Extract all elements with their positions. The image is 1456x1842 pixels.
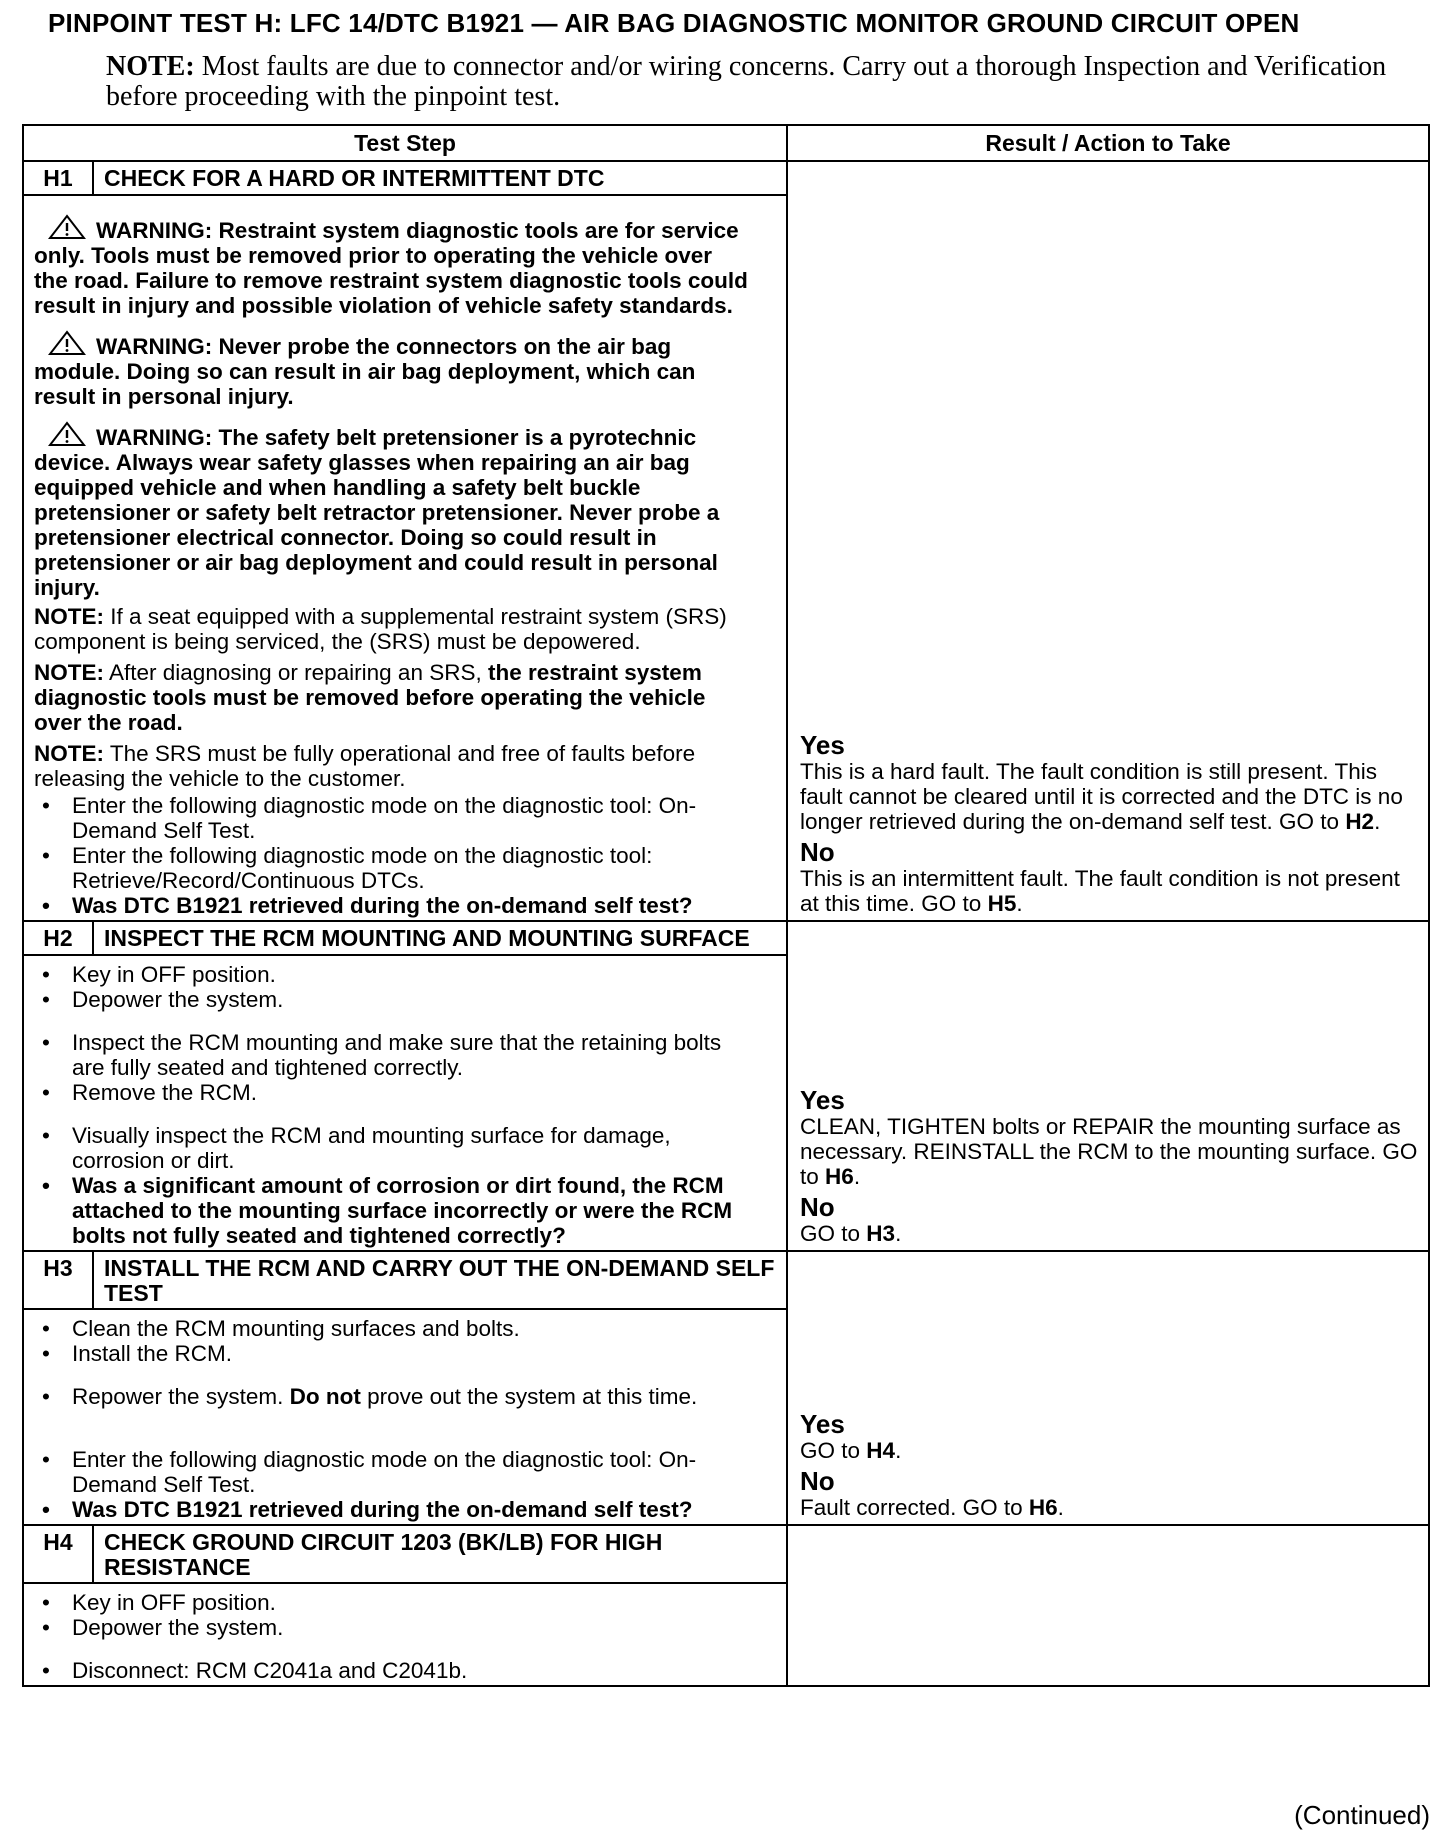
step-h1-note-3 — [34, 741, 752, 791]
step-h2-bullet-6: • Was a significant amount of corrosion or dirt found, the RCM attached to the mounting surface incorrectly or were the RCM bolts not fully seated and tightened correctly? — [34, 1173, 752, 1248]
header-test-step: Test Step — [23, 125, 787, 161]
step-h4-result — [787, 1525, 1429, 1686]
step-h2-id: H2 — [23, 921, 93, 955]
step-h2-bullet-1: • Key in OFF position. — [34, 962, 752, 987]
step-h1-bullet-2: • Enter the following diagnostic mode on the diagnostic tool: Retrieve/Record/Continuous DTCs. — [34, 843, 752, 893]
table-header-row — [23, 125, 1429, 161]
step-h3-no-label: No — [800, 1466, 835, 1496]
step-h3-bullet-4: • Enter the following diagnostic mode on the diagnostic tool: On-Demand Self Test. — [34, 1447, 752, 1497]
step-h4-id: H4 — [23, 1525, 93, 1583]
step-h2-no-label: No — [800, 1192, 835, 1222]
step-h3-no-goto: H6 — [1028, 1495, 1058, 1520]
step-h3-bullet-3 — [34, 1384, 752, 1409]
period: . — [853, 1164, 861, 1189]
step-h3-result — [787, 1251, 1429, 1525]
step-h2-bullet-3: • Inspect the RCM mounting and make sure that the retaining bolts are fully seated and tightened correctly. — [34, 1030, 752, 1080]
step-h1-yes-goto: H2 — [1345, 809, 1375, 834]
step-h4-body — [23, 1583, 787, 1686]
step-h1-warning-1 — [34, 214, 752, 318]
step-h2-no-body: GO to — [800, 1221, 867, 1246]
step-h1-note-2-text: After diagnosing or repairing an SRS, — [104, 660, 488, 685]
header-result: Result / Action to Take — [787, 125, 1429, 161]
warning-triangle-icon — [48, 421, 86, 447]
period: . — [895, 1438, 902, 1463]
page-title: PINPOINT TEST H: LFC 14/DTC B1921 — AIR BAG DIAGNOSTIC MONITOR GROUND CIRCUIT OPEN — [48, 8, 1300, 38]
step-h1-bullets — [34, 793, 752, 918]
step-h3-no-body: Fault corrected. GO to — [800, 1495, 1029, 1520]
step-h1-title-row — [23, 161, 1429, 195]
step-h4-bullets — [34, 1590, 752, 1683]
intro-note-label: NOTE: — [106, 51, 195, 82]
step-h2-title-row — [23, 921, 1429, 955]
step-h1-warning-2-text: WARNING: Never probe the connectors on the air bag module. Doing so can result in air bag deployment, which can result in personal injury. — [34, 334, 696, 409]
step-h2-result — [787, 921, 1429, 1251]
intro-note — [106, 52, 1406, 112]
step-h1-bullet-3: • Was DTC B1921 retrieved during the on-demand self test? — [34, 893, 752, 918]
step-h3-no-text — [800, 1495, 1422, 1520]
step-h2-bullet-5: • Visually inspect the RCM and mounting surface for damage, corrosion or dirt. — [34, 1123, 752, 1173]
step-h2-body — [23, 955, 787, 1251]
step-h4-title: CHECK GROUND CIRCUIT 1203 (BK/LB) FOR HIGH RESISTANCE — [93, 1525, 787, 1583]
step-h3-title: INSTALL THE RCM AND CARRY OUT THE ON-DEMAND SELF TEST — [93, 1251, 787, 1309]
step-h3-bullet-1: • Clean the RCM mounting surfaces and bolts. — [34, 1316, 752, 1341]
step-h1-warning-3-text: WARNING: The safety belt pretensioner is a pyrotechnic device. Always wear safety glasses when repairing an air bag equipped vehicle and when handling a safety belt buckle pretensioner or safety belt retractor pretensioner. Never probe a pretensioner electrical connector. Doing so could result in pretensioner or air bag deployment and could result in personal injury. — [34, 425, 720, 600]
step-h2-title: INSPECT THE RCM MOUNTING AND MOUNTING SURFACE — [93, 921, 787, 955]
step-h3-bullet-3-b: prove out the system at this time. — [360, 1384, 698, 1409]
step-h4-title-row — [23, 1525, 1429, 1583]
step-h1-title: CHECK FOR A HARD OR INTERMITTENT DTC — [93, 161, 787, 195]
step-h1-body — [23, 195, 787, 921]
step-h3-id: H3 — [23, 1251, 93, 1309]
step-h1-bullet-1: • Enter the following diagnostic mode on the diagnostic tool: On-Demand Self Test. — [34, 793, 752, 843]
step-h1-note-2 — [34, 660, 752, 735]
step-h1-note-2-bold: the restraint system diagnostic tools must be removed before operating the vehicle over the road. — [34, 660, 706, 735]
continued-label: (Continued) — [1294, 1800, 1430, 1830]
period: . — [1374, 809, 1381, 834]
step-h1-result — [787, 161, 1429, 921]
step-h1-yes-body: This is a hard fault. The fault condition is still present. This fault cannot be cleared until it is corrected and the DTC is no longer retrieved during the on-demand self test. GO to — [800, 759, 1403, 834]
step-h3-bullet-3-bold: Do not — [289, 1384, 361, 1409]
step-h1-no-label: No — [800, 837, 835, 867]
step-h3-yes-goto: H4 — [866, 1438, 896, 1463]
warning-triangle-icon — [48, 214, 86, 240]
step-h3-bullet-2: • Install the RCM. — [34, 1341, 752, 1366]
step-h2-bullet-4: • Remove the RCM. — [34, 1080, 752, 1105]
period: . — [895, 1221, 902, 1246]
step-h1-yes-text — [800, 759, 1422, 834]
step-h2-yes-label: Yes — [800, 1085, 845, 1115]
step-h2-yes-goto: H6 — [825, 1164, 854, 1189]
step-h1-warning-1-text: WARNING: Restraint system diagnostic tools are for service only. Tools must be removed prior to operating the vehicle over the road. Failure to remove restraint system diagnostic tools could result in injury and possible violation of vehicle safety standards. — [34, 218, 748, 318]
step-h1-note-3-text: The SRS must be fully operational and free of faults before releasing the vehicle to the customer. — [34, 741, 696, 791]
step-h3-yes-body: GO to — [800, 1438, 867, 1463]
step-h1-note-2-label: NOTE: — [34, 660, 104, 685]
step-h2-no-text — [800, 1221, 1422, 1246]
warning-triangle-icon — [48, 330, 86, 356]
step-h4-bullet-3: • Disconnect: RCM C2041a and C2041b. — [34, 1658, 752, 1683]
step-h2-yes-body: CLEAN, TIGHTEN bolts or REPAIR the mounting surface as necessary. REINSTALL the RCM to the mounting surface. GO to — [800, 1114, 1418, 1189]
step-h3-yes-text — [800, 1438, 1422, 1463]
step-h4-bullet-2: • Depower the system. — [34, 1615, 752, 1640]
period: . — [1016, 891, 1023, 916]
step-h2-bullets — [34, 962, 752, 1248]
pinpoint-test-table — [22, 124, 1430, 1687]
step-h1-yes-label: Yes — [800, 730, 845, 760]
step-h1-note-1-label: NOTE: — [34, 604, 104, 629]
step-h1-no-goto: H5 — [987, 891, 1017, 916]
period: . — [1057, 1495, 1064, 1520]
step-h2-no-goto: H3 — [866, 1221, 896, 1246]
step-h3-bullet-5: • Was DTC B1921 retrieved during the on-demand self test? — [34, 1497, 752, 1522]
step-h4-bullet-1: • Key in OFF position. — [34, 1590, 752, 1615]
step-h1-note-1-text: If a seat equipped with a supplemental restraint system (SRS) component is being serviced, the (SRS) must be depowered. — [34, 604, 727, 654]
intro-note-text: Most faults are due to connector and/or wiring concerns. Carry out a thorough Inspection and Verification before proceeding with the pinpoint test. — [106, 51, 1387, 112]
step-h1-warning-3 — [34, 421, 752, 600]
step-h3-title-row — [23, 1251, 1429, 1309]
step-h2-bullet-2: • Depower the system. — [34, 987, 752, 1012]
step-h3-yes-label: Yes — [800, 1409, 845, 1439]
step-h1-warning-2 — [34, 330, 752, 409]
step-h1-note-3-label: NOTE: — [34, 741, 104, 766]
step-h3-bullet-3-a: Repower the system. — [72, 1384, 290, 1409]
step-h1-id: H1 — [23, 161, 93, 195]
step-h3-body — [23, 1309, 787, 1525]
step-h1-no-text — [800, 866, 1422, 916]
step-h1-no-body: This is an intermittent fault. The fault condition is not present at this time. GO to — [800, 866, 1400, 916]
step-h1-note-1 — [34, 604, 752, 654]
step-h3-bullets — [34, 1316, 752, 1522]
step-h2-yes-text — [800, 1114, 1422, 1189]
